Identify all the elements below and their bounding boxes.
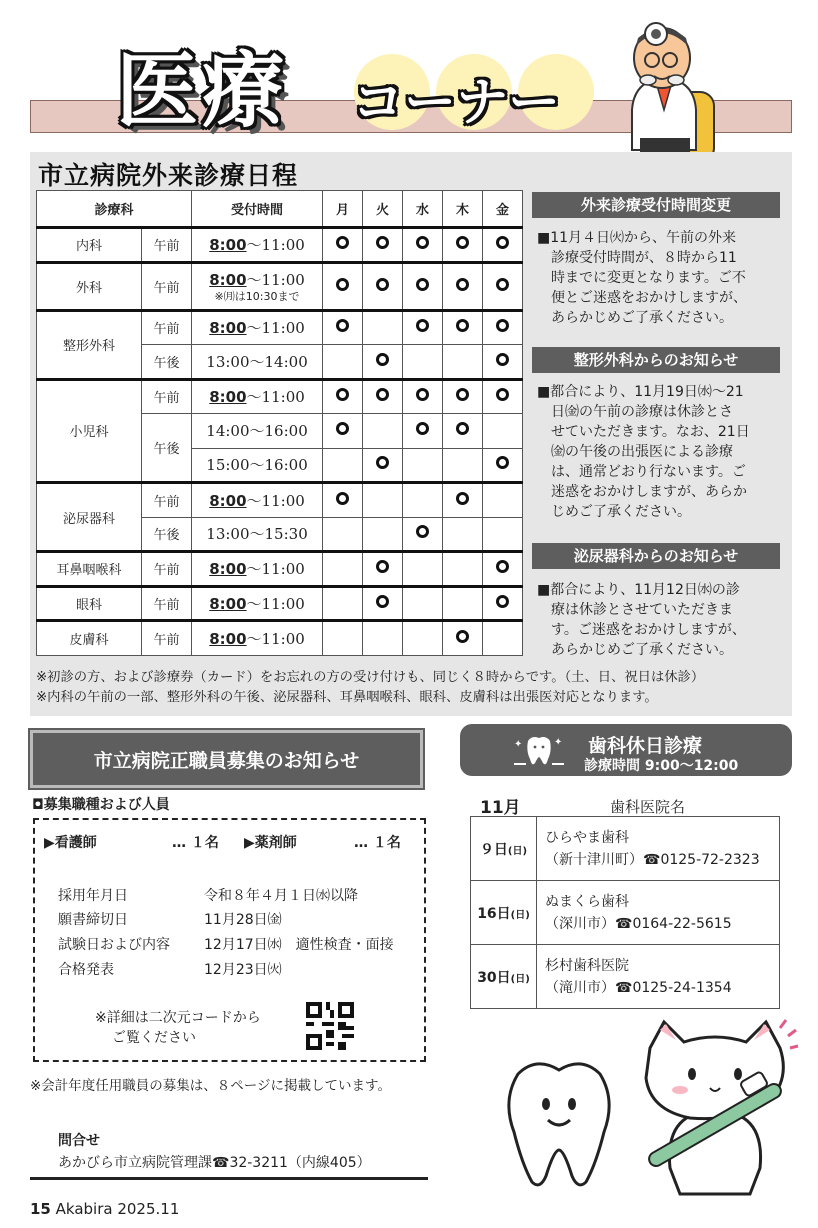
day-cell (483, 414, 523, 449)
notice-line: は、通常どおり行ないます。ご (537, 464, 746, 480)
open-circle-icon (376, 278, 389, 291)
cat-mascot-illustration (630, 1018, 800, 1198)
open-circle-icon (496, 456, 509, 469)
notice-line: あらかじめご了承ください。 (537, 310, 733, 326)
schedule-table (36, 190, 523, 656)
table-row (37, 483, 523, 518)
day-cell (403, 310, 443, 345)
time-start: 8:00 (209, 236, 247, 255)
time-cell: 13:00～14:00 (192, 345, 323, 380)
time-end: ～11:00 (246, 560, 305, 579)
schedule-footnote-1: ※初診の方、および診療券（カード）をお忘れの方の受け付けも、同じく８時からです。（土、日、祝日は休診） (36, 670, 705, 685)
svg-text:✦: ✦ (554, 737, 563, 748)
open-circle-icon (376, 560, 389, 573)
notice-line: ■都合により、11月19日㈬～21 (537, 384, 744, 400)
date-day: 30日 (477, 969, 511, 986)
day-cell (483, 552, 523, 587)
open-circle-icon (376, 595, 389, 608)
session-label: 午前 (142, 483, 192, 518)
time-start: 8:00 (209, 560, 247, 579)
day-cell (443, 483, 483, 518)
day-cell (363, 345, 403, 380)
page-subtitle: コーナー (352, 73, 561, 133)
time-end: ～11:00 (246, 271, 305, 289)
table-row (37, 586, 523, 621)
day-cell (323, 621, 363, 656)
day-cell (443, 586, 483, 621)
time-start: 8:00 (209, 629, 247, 648)
th-wed: 水 (403, 191, 443, 228)
time-note: ※㈪は10:30まで (214, 290, 300, 303)
dept-hifu: 皮膚科 (37, 621, 142, 656)
open-circle-icon (336, 492, 349, 505)
time-cell: 15:00～16:00 (192, 448, 323, 483)
recruit-label: 合格発表 (58, 962, 114, 978)
open-circle-icon (496, 388, 509, 401)
date-dow: (日) (510, 973, 530, 985)
time-cell (192, 379, 323, 414)
day-cell (363, 414, 403, 449)
date-dow: (日) (510, 909, 530, 921)
time-start: 8:00 (209, 388, 247, 407)
tooth-icon (510, 733, 568, 771)
day-cell (363, 310, 403, 345)
day-cell (483, 517, 523, 552)
open-circle-icon (416, 278, 429, 291)
open-circle-icon (496, 278, 509, 291)
day-cell (323, 448, 363, 483)
day-cell (363, 517, 403, 552)
time-end: ～11:00 (246, 236, 305, 255)
day-cell (483, 379, 523, 414)
session-label: 午後 (142, 414, 192, 483)
day-cell (403, 414, 443, 449)
notice-title-hours: 外来診療受付時間変更 (532, 192, 780, 218)
open-circle-icon (336, 278, 349, 291)
time-cell (192, 483, 323, 518)
notice-text-seikei (537, 382, 780, 522)
open-circle-icon (336, 319, 349, 332)
time-cell (192, 621, 323, 656)
date-dow: (日) (507, 845, 528, 857)
time-start: 8:00 (209, 319, 247, 338)
day-cell (443, 379, 483, 414)
recruit-label: 願書締切日 (58, 912, 128, 928)
schedule-footnote-2: ※内科の午前の一部、整形外科の午後、泌尿器科、耳鼻咽喉科、眼科、皮膚科は出張医対応となります。 (36, 690, 658, 705)
time-cell (192, 310, 323, 345)
session-label: 午前 (142, 228, 192, 263)
table-row (37, 228, 523, 263)
contact-label: 問合せ (58, 1133, 100, 1149)
dental-month: 11月 (480, 798, 521, 818)
open-circle-icon (416, 388, 429, 401)
notice-text-hinyo (537, 580, 780, 660)
dental-clinic (537, 945, 780, 1009)
job-pharmacist-count: … １名 (354, 835, 401, 851)
clinic-name: ひらやま歯科 (545, 829, 629, 846)
open-circle-icon (496, 595, 509, 608)
open-circle-icon (416, 236, 429, 249)
time-start: 8:00 (209, 271, 247, 289)
table-row (37, 621, 523, 656)
recruit-label: 採用年月日 (58, 888, 128, 904)
day-cell (403, 262, 443, 310)
clinic-name: 杉村歯科医院 (545, 957, 629, 974)
dental-date (471, 817, 537, 881)
session-label: 午前 (142, 552, 192, 587)
time-cell: 13:00～15:30 (192, 517, 323, 552)
day-cell (363, 228, 403, 263)
divider (30, 1177, 428, 1180)
notice-line: ㈮の午後の出張医による診療 (537, 444, 733, 460)
clinic-name: ぬまくら歯科 (545, 893, 629, 910)
day-cell (443, 552, 483, 587)
recruit-value: 12月17日㈬ 適性検査・面接 (204, 937, 394, 953)
qr-note: ご覧ください (112, 1030, 196, 1046)
clinic-address: （新十津川町）☎0125-72-2323 (545, 851, 760, 868)
day-cell (443, 517, 483, 552)
recruit-footnote: ※会計年度任用職員の募集は、８ページに掲載しています。 (30, 1078, 391, 1094)
page-number (30, 1200, 179, 1218)
open-circle-icon (336, 388, 349, 401)
table-row (37, 552, 523, 587)
day-cell (403, 552, 443, 587)
day-cell (483, 621, 523, 656)
table-row (471, 881, 780, 945)
th-time: 受付時間 (192, 191, 323, 228)
th-mon: 月 (323, 191, 363, 228)
day-cell (323, 552, 363, 587)
dental-time: 診療時間 9:00～12:00 (584, 758, 739, 774)
schedule-title: 市立病院外来診療日程 (38, 161, 299, 190)
day-cell (323, 586, 363, 621)
day-cell (363, 379, 403, 414)
job-pharmacist: ▶薬剤師 (244, 835, 297, 851)
day-cell (483, 262, 523, 310)
time-end: ～11:00 (246, 319, 305, 338)
dental-clinic (537, 817, 780, 881)
day-cell (363, 621, 403, 656)
day-cell (443, 310, 483, 345)
day-cell (363, 262, 403, 310)
job-nurse-count: … １名 (172, 835, 219, 851)
dental-date (471, 881, 537, 945)
notice-line: 日㈮の午前の診療は休診とさ (537, 404, 733, 420)
day-cell (443, 345, 483, 380)
open-circle-icon (376, 456, 389, 469)
notice-line: 時までに変更となります。ご不 (537, 270, 746, 286)
notice-title-hinyo: 泌尿器科からのお知らせ (532, 543, 780, 569)
time-end: ～11:00 (246, 388, 305, 407)
open-circle-icon (336, 236, 349, 249)
day-cell (403, 483, 443, 518)
open-circle-icon (496, 236, 509, 249)
session-label: 午前 (142, 379, 192, 414)
notice-line: せていただきます。なお、21日 (537, 424, 750, 440)
dept-hinyo: 泌尿器科 (37, 483, 142, 552)
svg-text:✦: ✦ (514, 739, 523, 750)
open-circle-icon (336, 422, 349, 435)
open-circle-icon (456, 236, 469, 249)
clinic-column-header: 歯科医院名 (610, 798, 686, 816)
day-cell (403, 228, 443, 263)
notice-line: 診療受付時間が、８時から11 (537, 250, 737, 266)
session-label: 午前 (142, 586, 192, 621)
job-nurse: ▶看護師 (44, 835, 97, 851)
day-cell (483, 483, 523, 518)
clinic-address: （深川市）☎0164-22-5615 (545, 915, 732, 932)
day-cell (363, 483, 403, 518)
th-fri: 金 (483, 191, 523, 228)
time-cell: 14:00～16:00 (192, 414, 323, 449)
qr-code-icon[interactable] (306, 1002, 354, 1050)
day-cell (323, 310, 363, 345)
dental-clinic (537, 881, 780, 945)
dept-seikei: 整形外科 (37, 310, 142, 379)
day-cell (403, 345, 443, 380)
notice-line: 便とご迷惑をおかけしますが、 (537, 290, 747, 306)
recruit-label: 試験日および内容 (58, 937, 170, 953)
th-dept: 診療科 (37, 191, 192, 228)
th-thu: 木 (443, 191, 483, 228)
table-row (37, 262, 523, 310)
day-cell (323, 228, 363, 263)
open-circle-icon (376, 353, 389, 366)
day-cell (403, 621, 443, 656)
session-label: 午後 (142, 345, 192, 380)
table-row (471, 945, 780, 1009)
day-cell (363, 586, 403, 621)
day-cell (323, 379, 363, 414)
day-cell (323, 262, 363, 310)
recruit-title: 市立病院正職員募集のお知らせ (93, 750, 360, 772)
recruit-value: 11月28日㈮ (204, 912, 282, 928)
open-circle-icon (456, 388, 469, 401)
magazine-name: Akabira 2025.11 (55, 1200, 180, 1218)
table-row (37, 310, 523, 345)
open-circle-icon (416, 525, 429, 538)
recruit-value: 令和８年４月１日㈬以降 (204, 888, 358, 904)
day-cell (323, 414, 363, 449)
clinic-address: （滝川市）☎0125-24-1354 (545, 979, 732, 996)
recruit-header (30, 730, 423, 788)
dept-geka: 外科 (37, 262, 142, 310)
open-circle-icon (416, 319, 429, 332)
day-cell (323, 483, 363, 518)
day-cell (363, 552, 403, 587)
date-day: ９日 (479, 841, 508, 858)
table-row (471, 817, 780, 881)
open-circle-icon (376, 236, 389, 249)
time-start: 8:00 (209, 491, 247, 510)
th-tue: 火 (363, 191, 403, 228)
day-cell (443, 262, 483, 310)
day-cell (443, 448, 483, 483)
dental-date (471, 945, 537, 1009)
table-header-row (37, 191, 523, 228)
open-circle-icon (456, 630, 469, 643)
open-circle-icon (496, 353, 509, 366)
open-circle-icon (416, 422, 429, 435)
dept-ganka: 眼科 (37, 586, 142, 621)
time-end: ～11:00 (246, 629, 305, 648)
time-cell (192, 228, 323, 263)
contact-text: あかびら市立病院管理課☎32-3211（内線405） (58, 1155, 371, 1171)
day-cell (363, 448, 403, 483)
session-label: 午前 (142, 310, 192, 345)
notice-line: 迷惑をおかけしますが、あらか (537, 484, 747, 500)
notice-line: す。ご迷惑をおかけしますが、 (537, 622, 746, 638)
open-circle-icon (456, 492, 469, 505)
time-cell (192, 262, 323, 310)
day-cell (403, 379, 443, 414)
time-cell (192, 552, 323, 587)
time-end: ～11:00 (246, 491, 305, 510)
notice-line: あらかじめご了承ください。 (537, 642, 733, 658)
date-day: 16日 (477, 905, 511, 922)
page-title: 医療 (116, 44, 289, 139)
dental-table (470, 816, 780, 1009)
table-row (37, 379, 523, 414)
day-cell (483, 310, 523, 345)
open-circle-icon (496, 319, 509, 332)
day-cell (323, 345, 363, 380)
dept-naika: 内科 (37, 228, 142, 263)
day-cell (483, 586, 523, 621)
recruit-subtitle: ◘募集職種および人員 (32, 797, 170, 813)
day-cell (403, 517, 443, 552)
notice-line: 療は休診とさせていただきま (537, 602, 733, 618)
notice-line: ■11月４日㈫から、午前の外来 (537, 230, 737, 246)
notice-title-seikei: 整形外科からのお知らせ (532, 347, 780, 373)
notice-text-hours (537, 228, 780, 328)
open-circle-icon (376, 388, 389, 401)
day-cell (323, 517, 363, 552)
recruit-value: 12月23日㈫ (204, 962, 282, 978)
day-cell (483, 228, 523, 263)
session-label: 午後 (142, 517, 192, 552)
day-cell (443, 414, 483, 449)
open-circle-icon (456, 278, 469, 291)
session-label: 午前 (142, 262, 192, 310)
day-cell (483, 345, 523, 380)
page-no: 15 (30, 1200, 51, 1218)
day-cell (403, 448, 443, 483)
day-cell (443, 228, 483, 263)
open-circle-icon (496, 560, 509, 573)
tooth-mascot-illustration (488, 1054, 630, 1194)
time-cell (192, 586, 323, 621)
time-start: 8:00 (209, 594, 247, 613)
notice-line: ■都合により、11月12日㈬の診 (537, 582, 740, 598)
open-circle-icon (456, 422, 469, 435)
open-circle-icon (456, 319, 469, 332)
session-label: 午前 (142, 621, 192, 656)
time-end: ～11:00 (246, 594, 305, 613)
day-cell (403, 586, 443, 621)
dental-title: 歯科休日診療 (588, 735, 703, 757)
dept-shoni: 小児科 (37, 379, 142, 483)
notice-line: じめご了承ください。 (537, 504, 691, 520)
dept-jibi: 耳鼻咽喉科 (37, 552, 142, 587)
day-cell (443, 621, 483, 656)
day-cell (483, 448, 523, 483)
qr-note: ※詳細は二次元コードから (95, 1010, 261, 1026)
